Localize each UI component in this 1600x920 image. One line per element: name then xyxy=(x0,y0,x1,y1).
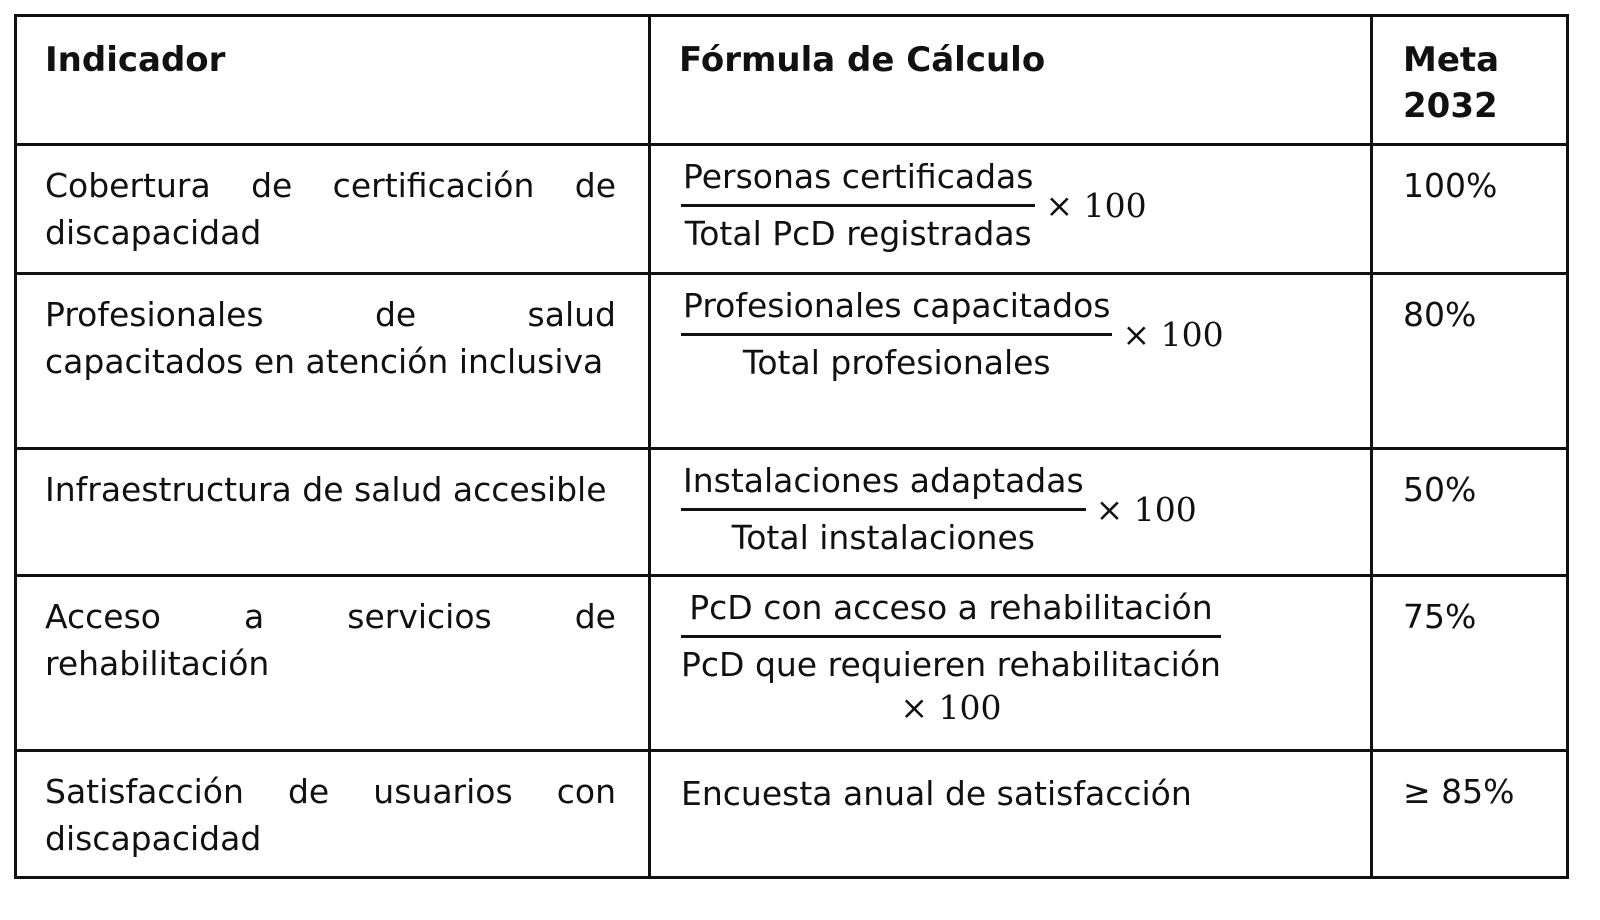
fraction-denominator: PcD que requieren rehabilitación xyxy=(681,645,1221,684)
fraction-denominator: Total profesionales xyxy=(742,343,1051,382)
table-row xyxy=(16,274,1568,449)
formula-cell xyxy=(650,449,1372,576)
indicator-cell: Cobertura de certificación de discapacidad xyxy=(16,145,650,274)
fraction xyxy=(681,589,1221,730)
table-header-row xyxy=(16,16,1568,145)
formula-cell: Encuesta anual de satisfacción xyxy=(650,751,1372,878)
indicator-cell: Acceso a servicios de rehabilitación xyxy=(16,576,650,751)
table-row xyxy=(16,145,1568,274)
table-row xyxy=(16,751,1568,878)
header-formula: Fórmula de Cálculo xyxy=(650,16,1372,145)
fraction-formula xyxy=(681,589,1350,730)
indicator-cell: Satisfacción de usuarios con discapacidad xyxy=(16,751,650,878)
fraction xyxy=(681,158,1035,253)
multiplier: × 100 xyxy=(1045,186,1147,225)
multiplier: × 100 xyxy=(1122,315,1224,354)
header-goal xyxy=(1372,16,1568,145)
goal-cell: 100% xyxy=(1372,145,1568,274)
header-indicator: Indicador xyxy=(16,16,650,145)
fraction-numerator: Profesionales capacitados xyxy=(681,287,1112,336)
goal-cell: 75% xyxy=(1372,576,1568,751)
fraction-numerator: Personas certificadas xyxy=(681,158,1035,207)
fraction-denominator: Total PcD registradas xyxy=(684,214,1032,253)
fraction-formula xyxy=(681,158,1350,253)
header-goal-line1: Meta xyxy=(1403,40,1500,80)
formula-cell xyxy=(650,145,1372,274)
goal-cell: ≥ 85% xyxy=(1372,751,1568,878)
table-row xyxy=(16,576,1568,751)
multiplier: × 100 xyxy=(1095,490,1197,529)
multiplier: × 100 xyxy=(900,688,1002,727)
fraction-formula xyxy=(681,287,1350,382)
fraction xyxy=(681,462,1086,557)
table-row xyxy=(16,449,1568,576)
indicator-cell: Profesionales de salud capacitados en atención inclusiva xyxy=(16,274,650,449)
fraction xyxy=(681,287,1112,382)
fraction-numerator: Instalaciones adaptadas xyxy=(681,462,1086,511)
fraction-numerator: PcD con acceso a rehabilitación xyxy=(681,589,1221,638)
fraction-denominator: Total instalaciones xyxy=(731,518,1035,557)
formula-cell xyxy=(650,576,1372,751)
goal-cell: 50% xyxy=(1372,449,1568,576)
indicators-table-container xyxy=(14,14,1566,879)
formula-cell xyxy=(650,274,1372,449)
indicators-table xyxy=(14,14,1569,879)
fraction-formula xyxy=(681,462,1350,557)
goal-cell: 80% xyxy=(1372,274,1568,449)
indicator-cell: Infraestructura de salud accesible xyxy=(16,449,650,576)
header-goal-line2: 2032 xyxy=(1403,86,1498,126)
